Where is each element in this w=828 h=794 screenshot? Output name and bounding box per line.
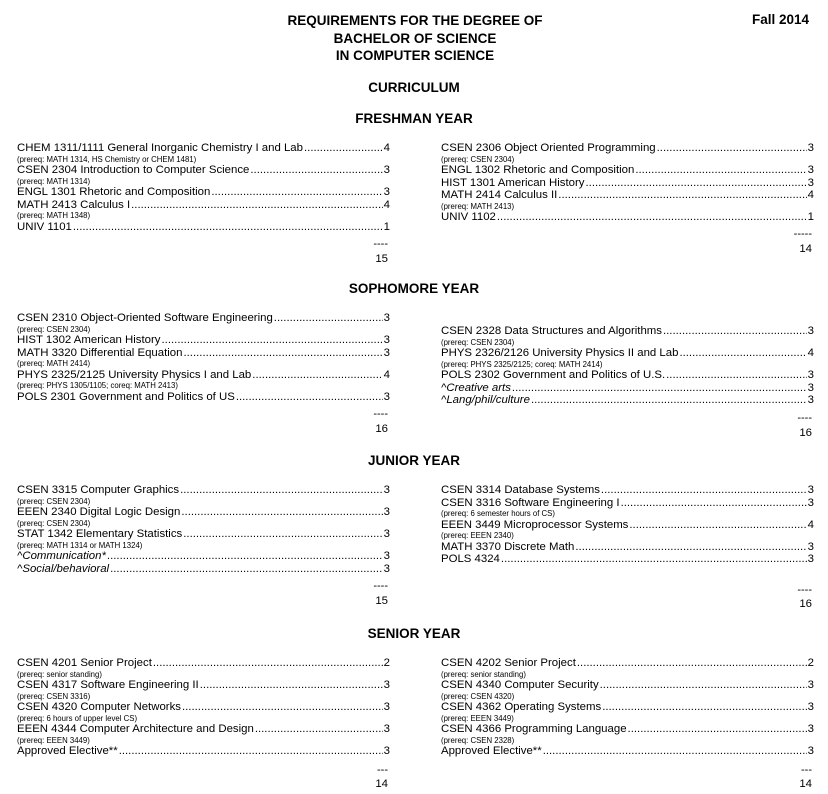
term-label: Fall 2014 <box>752 12 810 27</box>
course-prereq: (prereq: PHYS 1305/1105; coreq: MATH 2413) <box>17 381 178 390</box>
dot-leader <box>497 211 807 224</box>
course-prereq: (prereq: MATH 1314, HS Chemistry or CHEM 1481) <box>17 154 197 164</box>
course-name: ^Social/behavioral <box>17 562 110 575</box>
course-credits: 3 <box>807 381 814 394</box>
dot-leader <box>110 563 383 576</box>
course-row <box>441 369 814 382</box>
course-name: CSEN 2328 Data Structures and Algorithms <box>441 325 662 337</box>
junior-right-courses <box>441 484 814 566</box>
dot-leader <box>602 701 806 714</box>
course-prereq: (prereq: CSEN 2304) <box>17 324 91 334</box>
course-row <box>441 189 814 202</box>
course-name: CSEN 4340 Computer Security <box>441 679 599 691</box>
course-prereq: (prereq: EEEN 2340) <box>441 531 514 540</box>
course-name: EEEN 4344 Computer Architecture and Design <box>17 723 254 735</box>
course-name: CSEN 4201 Senior Project <box>17 657 152 669</box>
dot-leader <box>304 142 383 155</box>
course-row <box>17 369 390 382</box>
course-row <box>17 186 390 199</box>
dot-leader <box>255 723 383 736</box>
course-row <box>441 745 814 758</box>
sophomore-right-courses <box>441 325 814 407</box>
course-row <box>441 723 814 736</box>
course-credits: 3 <box>383 312 390 324</box>
course-credits: 3 <box>807 679 814 691</box>
course-name: Approved Elective** <box>17 745 118 757</box>
dot-leader <box>252 369 382 382</box>
dot-leader <box>679 347 806 360</box>
course-row <box>17 563 390 576</box>
course-credits: 3 <box>807 325 814 337</box>
year-heading-senior: SENIOR YEAR <box>367 626 461 641</box>
course-name: MATH 2413 Calculus I <box>17 198 131 211</box>
dot-leader <box>107 550 383 563</box>
year-heading-sophomore: SOPHOMORE YEAR <box>348 281 480 296</box>
junior-left-courses <box>17 484 390 575</box>
dot-leader <box>119 745 383 758</box>
dot-leader <box>600 679 807 692</box>
dot-leader <box>250 164 382 177</box>
senior-left-courses <box>17 657 390 758</box>
dot-leader <box>274 312 383 325</box>
course-credits: 3 <box>807 553 814 565</box>
course-name: ENGL 1301 Rhetoric and Composition <box>17 186 211 198</box>
dot-leader <box>153 657 383 670</box>
course-prereq: (prereq: MATH 2413) <box>441 201 515 211</box>
course-prereq: (prereq: senior standing) <box>441 669 526 679</box>
freshman-right-rule: ----- <box>793 228 812 240</box>
dot-leader <box>601 484 807 497</box>
degree-title <box>240 12 590 65</box>
dot-leader <box>211 186 382 199</box>
course-name: POLS 2301 Government and Politics of US <box>17 390 235 403</box>
course-name: CSEN 2310 Object-Oriented Software Engineering <box>17 312 273 324</box>
freshman-left-rule: ---- <box>373 238 388 250</box>
course-credits: 3 <box>807 176 814 189</box>
course-name: MATH 3370 Discrete Math <box>441 540 575 553</box>
course-prereq: (prereq: MATH 1314) <box>17 176 91 186</box>
course-prereq: (prereq: 6 semester hours of CS) <box>441 509 555 518</box>
course-credits: 4 <box>807 518 814 531</box>
course-credits: 3 <box>807 164 814 176</box>
course-name: ^Lang/phil/culture <box>441 394 530 406</box>
course-name: ENGL 1302 Rhetoric and Composition <box>441 164 635 176</box>
junior-left-total: 15 <box>375 595 388 607</box>
course-row <box>17 164 390 177</box>
course-name: CSEN 2304 Introduction to Computer Science <box>17 164 250 176</box>
dot-leader <box>236 391 383 404</box>
course-name: CSEN 4366 Programming Language <box>441 723 627 735</box>
course-credits: 4 <box>383 198 390 211</box>
course-name: CSEN 4362 Operating Systems <box>441 701 602 713</box>
dot-leader <box>512 382 807 395</box>
course-row <box>17 723 390 736</box>
course-row <box>17 347 390 360</box>
course-name: MATH 2414 Calculus II <box>441 189 558 201</box>
course-name: EEEN 2340 Digital Logic Design <box>17 506 181 518</box>
course-prereq: (prereq: MATH 2414) <box>17 359 91 368</box>
dot-leader <box>531 394 807 407</box>
dot-leader <box>181 506 382 519</box>
course-prereq: (prereq: MATH 1348) <box>17 211 91 220</box>
course-credits: 3 <box>383 723 390 735</box>
course-name: STAT 1342 Elementary Statistics <box>17 528 183 540</box>
course-row <box>17 745 390 758</box>
course-credits: 3 <box>383 186 390 198</box>
course-prereq: (prereq: 6 hours of upper level CS) <box>17 713 138 723</box>
course-name: ^Communication* <box>17 550 106 562</box>
dot-leader <box>180 484 383 497</box>
junior-right-total: 16 <box>799 598 812 610</box>
course-name: POLS 2302 Government and Politics of U.S. <box>441 369 666 381</box>
course-prereq: (prereq: CSEN 2328) <box>441 735 515 745</box>
freshman-left-total: 15 <box>375 253 388 265</box>
dot-leader <box>666 369 807 382</box>
course-prereq: (prereq: CSEN 2304) <box>441 337 515 347</box>
course-row <box>441 347 814 360</box>
course-row <box>441 177 814 190</box>
title-line-3: IN COMPUTER SCIENCE <box>335 48 495 63</box>
course-credits: 4 <box>807 347 814 359</box>
dot-leader <box>635 164 806 177</box>
course-credits: 3 <box>383 334 390 346</box>
course-row <box>17 334 390 347</box>
course-name: CSEN 3314 Database Systems <box>441 484 600 496</box>
course-prereq: (prereq: EEEN 3449) <box>17 735 90 745</box>
course-credits: 2 <box>383 657 390 669</box>
course-row <box>17 679 390 692</box>
course-row <box>441 679 814 692</box>
course-name: CSEN 3316 Software Engineering I <box>441 496 620 509</box>
freshman-right-courses <box>441 142 814 224</box>
course-prereq: (prereq: CSEN 2304) <box>441 154 515 164</box>
title-line-1: REQUIREMENTS FOR THE DEGREE OF <box>287 13 543 28</box>
sophomore-left-total: 16 <box>375 423 388 435</box>
course-credits: 3 <box>383 484 390 496</box>
course-credits: 3 <box>383 679 390 691</box>
course-credits: 3 <box>807 540 814 553</box>
course-name: CSEN 3315 Computer Graphics <box>17 484 180 496</box>
dot-leader <box>577 657 807 670</box>
course-row <box>441 211 814 224</box>
dot-leader <box>575 541 806 554</box>
dot-leader <box>162 334 383 347</box>
dot-leader <box>629 519 806 532</box>
course-credits: 3 <box>807 484 814 496</box>
dot-leader <box>501 553 807 566</box>
year-heading-freshman: FRESHMAN YEAR <box>355 111 473 126</box>
course-row <box>441 553 814 566</box>
course-row <box>17 484 390 497</box>
course-credits: 3 <box>383 550 390 562</box>
dot-leader <box>131 199 383 212</box>
senior-right-courses <box>441 657 814 758</box>
dot-leader <box>543 745 807 758</box>
course-credits: 4 <box>383 142 390 154</box>
course-row <box>441 394 814 407</box>
course-credits: 3 <box>383 562 390 575</box>
course-row <box>441 484 814 497</box>
course-row <box>441 497 814 510</box>
dot-leader <box>183 528 382 541</box>
course-prereq: (prereq: MATH 1314 or MATH 1324) <box>17 540 143 550</box>
course-name: CSEN 2306 Object Oriented Programming <box>441 142 656 154</box>
course-credits: 3 <box>383 745 390 757</box>
course-name: ^Creative arts <box>441 381 511 394</box>
sophomore-right-rule: ---- <box>797 412 812 424</box>
course-row <box>441 382 814 395</box>
junior-right-rule: ---- <box>797 584 812 596</box>
course-name: CHEM 1311/1111 General Inorganic Chemistry I and Lab <box>17 142 303 154</box>
course-row <box>17 657 390 670</box>
course-credits: 2 <box>807 657 814 669</box>
course-credits: 3 <box>807 701 814 713</box>
course-row <box>17 701 390 714</box>
course-prereq: (prereq: CSEN 4320) <box>441 691 515 701</box>
course-name: HIST 1302 American History <box>17 334 161 346</box>
course-credits: 3 <box>383 701 390 713</box>
course-row <box>17 528 390 541</box>
sophomore-left-rule: ---- <box>373 408 388 420</box>
course-row <box>441 701 814 714</box>
dot-leader <box>657 142 807 155</box>
course-credits: 3 <box>383 164 390 176</box>
year-heading-junior: JUNIOR YEAR <box>367 453 461 468</box>
title-line-2: BACHELOR OF SCIENCE <box>333 30 497 46</box>
dot-leader <box>182 701 383 714</box>
course-credits: 3 <box>383 346 390 359</box>
course-name: CSEN 4202 Senior Project <box>441 657 576 669</box>
course-credits: 3 <box>807 496 814 509</box>
senior-right-total: 14 <box>799 778 812 790</box>
course-row <box>441 164 814 177</box>
course-row <box>17 199 390 212</box>
freshman-right-total: 14 <box>799 243 812 255</box>
course-name: Approved Elective** <box>441 745 542 757</box>
course-prereq: (prereq: CSEN 2304) <box>17 518 91 528</box>
sophomore-left-courses <box>17 312 390 403</box>
course-credits: 3 <box>807 745 814 757</box>
dot-leader <box>73 221 383 234</box>
course-prereq: (prereq: CSEN 3316) <box>17 691 91 701</box>
course-credits: 3 <box>807 142 814 154</box>
course-row <box>441 142 814 155</box>
dot-leader <box>200 679 383 692</box>
course-credits: 3 <box>807 394 814 406</box>
dot-leader <box>628 723 807 736</box>
course-row <box>441 519 814 532</box>
course-name: HIST 1301 American History <box>441 176 585 189</box>
senior-right-rule: --- <box>801 764 812 776</box>
course-name: CSEN 4317 Software Engineering II <box>17 679 199 691</box>
course-credits: 3 <box>383 506 390 518</box>
course-name: UNIV 1101 <box>17 220 72 233</box>
course-prereq: (prereq: EEEN 3449) <box>441 713 514 723</box>
course-name: MATH 3320 Differential Equation <box>17 346 183 359</box>
course-row <box>17 391 390 404</box>
course-row <box>441 657 814 670</box>
course-row <box>441 541 814 554</box>
course-name: EEEN 3449 Microprocessor Systems <box>441 518 629 531</box>
course-name: PHYS 2326/2126 University Physics II and Lab <box>441 347 679 359</box>
course-row <box>17 506 390 519</box>
course-row <box>17 312 390 325</box>
course-credits: 3 <box>383 390 390 403</box>
course-credits: 1 <box>383 220 390 233</box>
curriculum-heading: CURRICULUM <box>368 80 460 95</box>
sophomore-right-total: 16 <box>799 427 812 439</box>
course-prereq: (prereq: PHYS 2325/2125; coreq: MATH 2414) <box>441 359 603 369</box>
dot-leader <box>183 347 382 360</box>
course-credits: 3 <box>807 369 814 381</box>
senior-left-rule: --- <box>377 764 388 776</box>
course-name: PHYS 2325/2125 University Physics I and Lab <box>17 368 252 381</box>
dot-leader <box>663 325 807 338</box>
course-credits: 3 <box>807 723 814 735</box>
course-name: POLS 4324 <box>441 553 500 565</box>
course-credits: 3 <box>383 528 390 540</box>
course-credits: 4 <box>807 189 814 201</box>
course-prereq: (prereq: CSEN 2304) <box>17 496 91 506</box>
senior-left-total: 14 <box>375 778 388 790</box>
junior-left-rule: ---- <box>373 580 388 592</box>
course-prereq: (prereq: senior standing) <box>17 669 102 679</box>
course-name: CSEN 4320 Computer Networks <box>17 701 181 713</box>
course-row <box>17 550 390 563</box>
course-credits: 1 <box>807 211 814 223</box>
course-row <box>17 142 390 155</box>
course-row <box>441 325 814 338</box>
course-name: UNIV 1102 <box>441 211 496 223</box>
freshman-left-courses <box>17 142 390 233</box>
dot-leader <box>586 177 807 190</box>
dot-leader <box>621 497 807 510</box>
course-credits: 4 <box>383 368 390 381</box>
course-row <box>17 221 390 234</box>
dot-leader <box>558 189 806 202</box>
